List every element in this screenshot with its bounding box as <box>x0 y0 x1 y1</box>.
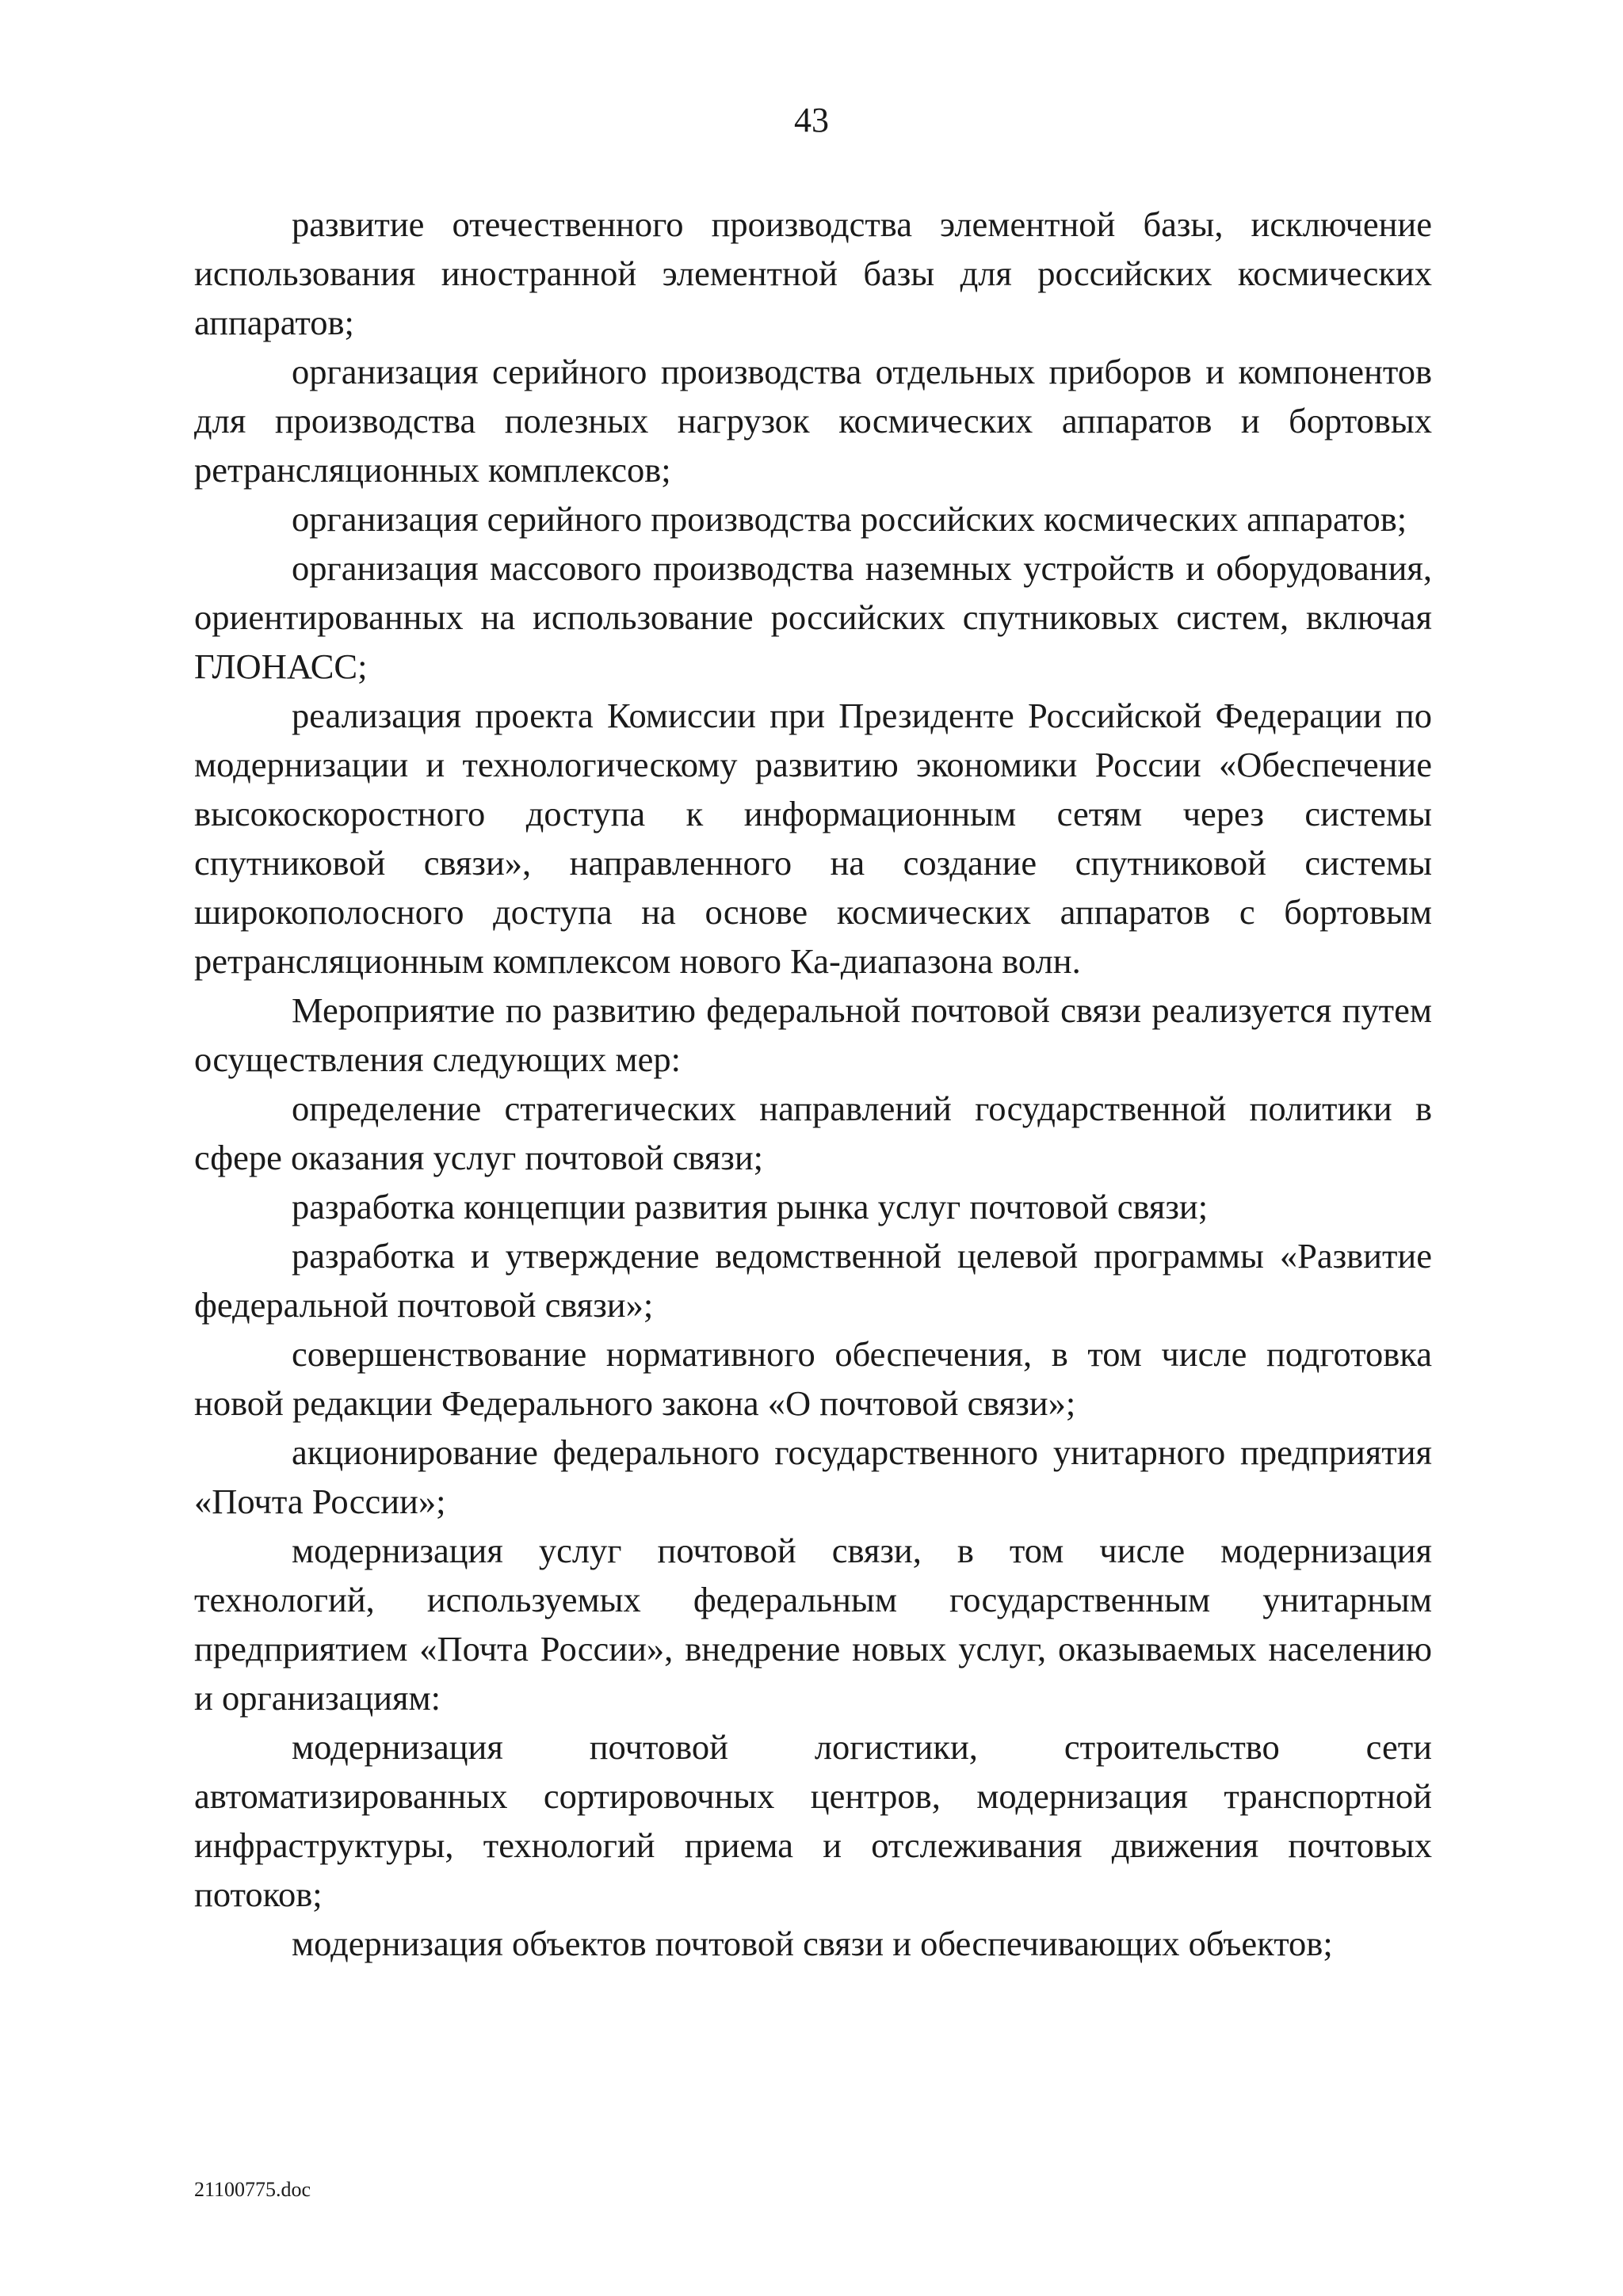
paragraph: совершенствование нормативного обеспечения, в том числе подготовка новой редакции Федерального закона «О почтовой связи»; <box>194 1334 1432 1423</box>
paragraph: модернизация почтовой логистики, строительство сети автоматизированных сортировочных центров, модернизация транспортной инфраструктуры, технологий приема и отслеживания движения почтовых потоков; <box>194 1727 1432 1914</box>
paragraph: организация массового производства наземных устройств и оборудования, ориентированных на использование российских спутниковых систем, включая ГЛОНАСС; <box>194 548 1432 686</box>
paragraph: разработка концепции развития рынка услуг почтовой связи; <box>292 1187 1209 1226</box>
paragraph: организация серийного производства российских космических аппаратов; <box>292 499 1407 539</box>
paragraph: Мероприятие по развитию федеральной почтовой связи реализуется путем осуществления следующих мер: <box>194 990 1432 1079</box>
document-body <box>194 200 1432 1968</box>
paragraph: разработка и утверждение ведомственной целевой программы «Развитие федеральной почтовой связи»; <box>194 1236 1432 1325</box>
paragraph: определение стратегических направлений государственной политики в сфере оказания услуг почтовой связи; <box>194 1089 1432 1177</box>
paragraph: организация серийного производства отдельных приборов и компонентов для производства полезных нагрузок космических аппаратов и бортовых ретрансляционных комплексов; <box>194 352 1432 490</box>
page-number: 43 <box>794 101 829 139</box>
paragraph: развитие отечественного производства элементной базы, исключение использования иностранной элементной базы для российских космических аппаратов; <box>194 204 1432 342</box>
paragraph: модернизация услуг почтовой связи, в том числе модернизация технологий, используемых федеральным государственным унитарным предприятием «Почта России», внедрение новых услуг, оказываемых населению и организациям: <box>194 1531 1432 1718</box>
paragraph: модернизация объектов почтовой связи и обеспечивающих объектов; <box>292 1924 1333 1963</box>
paragraph: реализация проекта Комиссии при Президенте Российской Федерации по модернизации и технологическому развитию экономики России «Обеспечение высокоскоростного доступа к информационным сетям через системы спутниковой связи», направленного на создание спутниковой системы широкополосного доступа на основе космических аппаратов с бортовым ретрансляционным комплексом нового Ка-диапазона волн. <box>194 696 1432 981</box>
paragraph: акционирование федерального государственного унитарного предприятия «Почта России»; <box>194 1432 1432 1521</box>
footer-filename: 21100775.doc <box>194 2178 311 2201</box>
